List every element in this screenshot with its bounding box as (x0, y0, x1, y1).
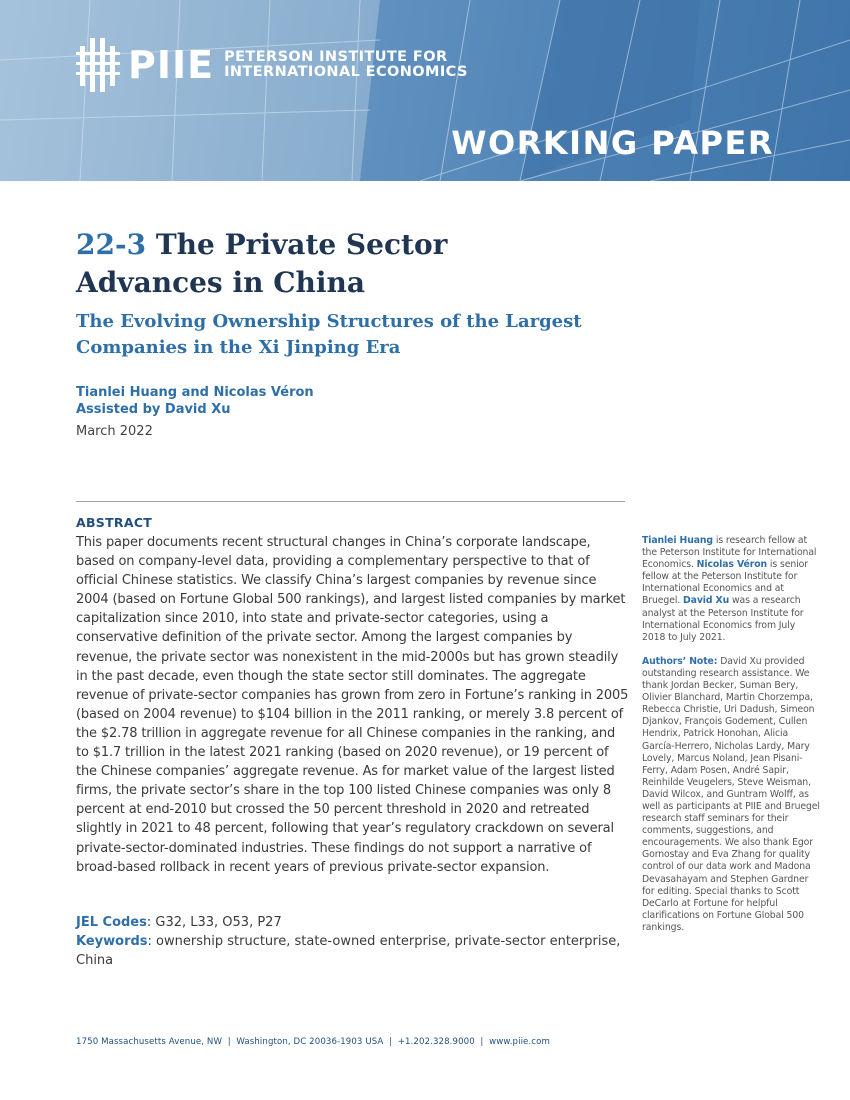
bio-text-xu: was a research analyst at the Peterson Institute for International Economics from July 2018 to July 2021. (642, 595, 804, 643)
organization-name (224, 50, 468, 80)
logo-wordmark: PIIE (128, 43, 215, 87)
keywords-value: : ownership structure, state-owned enterprise, private-sector enterprise, China (76, 934, 621, 968)
codes-block (76, 913, 629, 970)
piie-logo[interactable] (76, 38, 468, 92)
jel-codes (76, 913, 629, 932)
footer-contact (76, 1037, 550, 1047)
authors-note (642, 656, 820, 934)
bio-text-huang: is research fellow at the Peterson Institute for International Economics. (642, 535, 817, 571)
organization-name-line1: PETERSON INSTITUTE FOR (224, 49, 448, 65)
paper-subtitle-line2: Companies in the Xi Jinping Era (76, 337, 401, 358)
header-banner (0, 0, 850, 181)
author-bios (642, 535, 820, 644)
organization-name-line2: INTERNATIONAL ECONOMICS (224, 64, 468, 80)
publication-date: March 2022 (76, 424, 153, 439)
keywords (76, 932, 629, 970)
keywords-label: Keywords (76, 934, 148, 949)
paper-title-line2: Advances in China (76, 266, 365, 299)
jel-codes-label: JEL Codes (76, 915, 147, 930)
assisted-by: Assisted by David Xu (76, 402, 231, 417)
bio-name-xu: David Xu (683, 595, 730, 607)
building-grid-icon (76, 38, 120, 92)
footer-text: 1750 Massachusetts Avenue, NW | Washington, DC 20036-1903 USA | +1.202.328.9000 | www.piie.com (76, 1037, 550, 1047)
bio-name-veron: Nicolas Véron (696, 559, 768, 571)
jel-codes-value: : G32, L33, O53, P27 (146, 915, 282, 930)
abstract-heading: ABSTRACT (76, 515, 153, 530)
bio-text-veron: is senior fellow at the Peterson Institute for International Economics and at Bruegel. (642, 559, 808, 607)
paper-subtitle (76, 309, 636, 361)
paper-title-line1: The Private Sector (155, 228, 448, 261)
authors-note-text: David Xu provided outstanding research assistance. We thank Jordan Becker, Suman Bery, Olivier Blanchard, Martin Chorzempa, Rebecca Christie, Uri Dadush, Simeon Djankov, François Godement, Cullen Hendrix, Patrick Honohan, Alicia García-Herrero, Nicholas Lardy, Mary Lovely, Marcus Noland, Jean Pisani-Ferry, Adam Posen, André Sapir, Reinhilde Veugelers, Steve Weisman, David Wilcox, and Guntram Wolff, as well as participants at PIIE and Bruegel research staff seminars for their comments, suggestions, and encouragements. We also thank Egor Gornostay and Eva Zhang for quality control of our data work and Madona Devasahayam and Stephen Gardner for editing. Special thanks to Scott DeCarlo at Fortune for helpful clarifications on Fortune Global 500 rankings. (642, 655, 820, 933)
paper-title (76, 226, 636, 302)
sidebar-notes (642, 535, 820, 946)
publication-type-label: WORKING PAPER (451, 124, 774, 162)
paper-subtitle-line1: The Evolving Ownership Structures of the Largest (76, 311, 582, 332)
authors-note-label: Authors’ Note: (642, 655, 718, 667)
authors: Tianlei Huang and Nicolas Véron (76, 385, 314, 400)
section-divider (76, 501, 625, 502)
author-block (76, 384, 314, 418)
bio-name-huang: Tianlei Huang (642, 535, 713, 546)
paper-number: 22-3 (76, 228, 147, 261)
abstract-text: This paper documents recent structural changes in China’s corporate landscape, based on company-level data, providing a complementary perspective to that of official Chinese statistics. We classify China’s largest companies by revenue since 2004 (based on Fortune Global 500 rankings), and largest listed companies by market capitalization since 2010, into state and private-sector categories, using a conservative definition of the private sector. Among the largest companies by revenue, the private sector was nonexistent in the mid-2000s but has grown steadily in the past decade, even though the state sector still dominates. The aggregate revenue of private-sector companies has grown from zero in Fortune’s ranking in 2005 (based on 2004 revenue) to $104 billion in the 2011 ranking, or merely 3.8 percent of the $2.78 trillion in aggregate revenue for all Chinese companies in the ranking, and to $1.7 trillion in the latest 2021 ranking (based on 2020 revenue), or 19 percent of the Chinese companies’ aggregate revenue. As for market value of the largest listed firms, the private sector’s share in the top 100 listed Chinese companies was only 8 percent at end-2010 but crossed the 50 percent threshold in 2020 and retreated slightly in 2021 to 48 percent, following that year’s regulatory crackdown on several private-sector-dominated industries. These findings do not support a narrative of broad-based rollback in recent years of previous private-sector expansion. (76, 535, 629, 875)
